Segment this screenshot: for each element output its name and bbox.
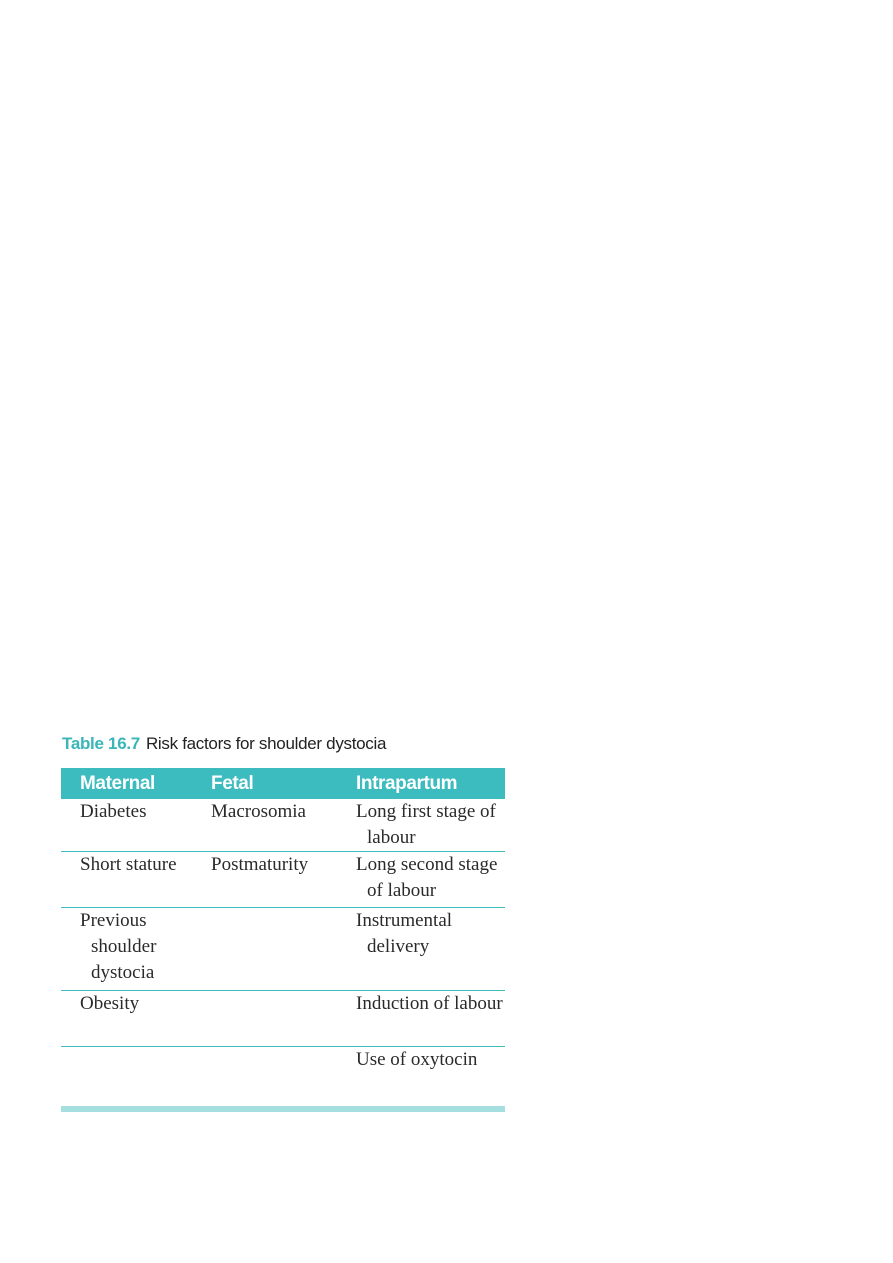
cell-maternal [61,908,192,991]
cell-text: Instrumental delivery [356,910,453,957]
cell-intrapartum [339,908,505,991]
cell-intrapartum [339,852,505,908]
table-block [61,733,505,1112]
cell-maternal [61,799,192,852]
cell-text: Long first stage of labour [356,801,496,848]
cell-text: Long second stage of labour [356,854,498,901]
table-title: Risk factors for shoulder dystocia [145,734,387,753]
table-row [61,1047,505,1110]
cell-intrapartum [339,799,505,852]
cell-intrapartum [339,991,505,1047]
cell-text: Diabetes [80,801,147,822]
cell-maternal [61,991,192,1047]
cell-text: Obesity [80,993,140,1014]
cell-fetal [192,908,339,991]
cell-fetal [192,799,339,852]
table-row [61,991,505,1047]
cell-text: Induction of labour [356,993,503,1014]
table-caption [62,733,505,755]
risk-factors-table [61,768,505,1112]
cell-intrapartum [339,1047,505,1110]
cell-text: Previous shoulder dystocia [80,910,157,983]
cell-fetal [192,1047,339,1110]
cell-text: Postmaturity [211,854,309,875]
header-row [61,768,505,799]
cell-maternal [61,1047,192,1110]
header-fetal: Fetal [192,768,339,799]
cell-text: Macrosomia [211,801,306,822]
cell-fetal [192,852,339,908]
header-maternal: Maternal [61,768,192,799]
table-row [61,799,505,852]
cell-fetal [192,991,339,1047]
table-row [61,908,505,991]
cell-text: Use of oxytocin [356,1049,478,1070]
header-intrapartum: Intrapartum [339,768,505,799]
table-number: Table 16.7 [62,734,140,753]
table-row [61,852,505,908]
cell-text: Short stature [80,854,177,875]
cell-maternal [61,852,192,908]
